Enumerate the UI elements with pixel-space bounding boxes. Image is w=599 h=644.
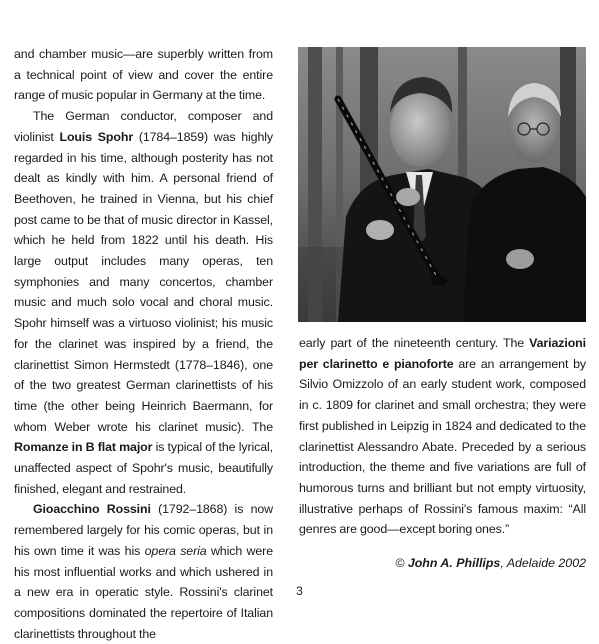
photo-clarinettist-and-pianist <box>298 47 586 322</box>
text-run: (1792–1868) is now remembered largely for his comic operas, but in his own time it was his <box>14 502 273 558</box>
composer-name-spohr: Louis Spohr <box>59 129 134 144</box>
work-title-variazioni: Variazioni per clarinetto e pianoforte <box>299 336 586 371</box>
paragraph-intro: and chamber music—are superbly written from a technical point of view and cover the entire range of music popular in Germany at the time. <box>14 47 273 103</box>
text-run: is typical of the lyrical, unaffected aspect of Spohr's music, beautifully finished, elegant and restrained. <box>14 440 274 496</box>
text-run: which were his most influential works and which ushered in a new era in operatic style. Rossini's clarinet compositions dominated the repertoire of Italian clarinettists throughout the <box>14 543 273 641</box>
text-run: early part of the nineteenth century. The <box>299 336 530 350</box>
text-run: (1784–1859) was highly regarded in his time, although posterity has not dealt as kindly with him. A personal friend of Beethoven, he trained in Vienna, but his chief post came to be that of music director in Kassel, which he held from 1822 until his death. His large output includes many operas, ten symphonies and many concertos, chamber music and much solo vocal and choral music. Spohr himself was a virtuoso violinist; his music for the clarinet was inspired by a friend, the clarinettist Simon Hermstedt (1778–1846), one of the two greatest German clarinettists of his time (the other being Heinrich Baermann, for whom Weber wrote his clarinet music). The <box>14 129 274 434</box>
place-year: , Adelaide 2002 <box>500 556 586 570</box>
paragraph-rossini-continued <box>299 333 586 540</box>
copyright-symbol: © <box>395 556 405 570</box>
paragraph-rossini <box>14 499 273 644</box>
composer-name-rossini: Gioacchino Rossini <box>33 502 151 517</box>
left-text-column <box>14 44 273 644</box>
page-number: 3 <box>296 584 303 598</box>
text-run: are an arrangement by Silvio Omizzolo of an early student work, composed in c. 1809 for clarinet and small orchestra; they were first published in Leipzig in 1824 and dedicated to the clarinettist Alessandro Abate. Preceded by a serious introduction, the theme and five variations are full of humorous turns and brilliant but not empty virtuosity, illustrative perhaps of Rossini's famous maxim: “All genres are good—except boring ones.” <box>299 356 587 537</box>
author-name: John A. Phillips <box>407 556 501 570</box>
author-signature <box>299 555 586 571</box>
work-title-romanze: Romanze in B flat major <box>14 440 153 455</box>
right-text-column <box>299 333 586 540</box>
italic-term: opera seria <box>144 543 207 558</box>
paragraph-spohr <box>14 106 273 499</box>
text-run: The German conductor, composer and violinist <box>14 109 273 144</box>
